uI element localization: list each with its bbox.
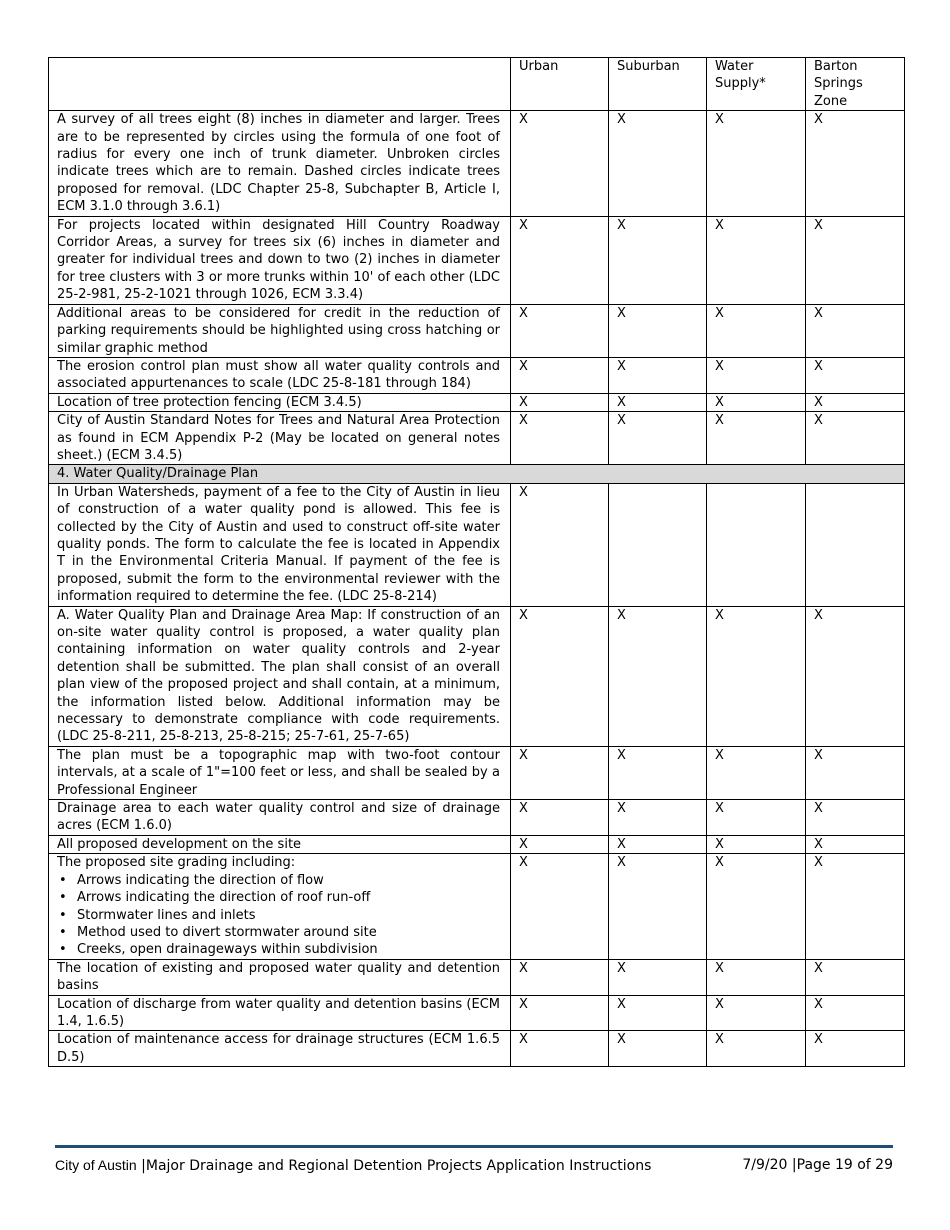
mark-urban: X	[511, 995, 609, 1031]
requirement-text: The erosion control plan must show all water quality controls and associated appurtenances to scale (LDC 25-8-181 through 184)	[57, 358, 500, 392]
bullet-item: • Method used to divert stormwater around site	[57, 924, 500, 941]
table-row	[49, 606, 905, 746]
bullet-item: • Arrows indicating the direction of roof run-off	[57, 889, 500, 906]
mark-suburban: X	[609, 995, 707, 1031]
mark-water-supply: X	[707, 111, 806, 216]
mark-urban: X	[511, 216, 609, 304]
table-row	[49, 357, 905, 393]
mark-water-supply	[707, 483, 806, 606]
table-row	[49, 412, 905, 465]
requirement-cell	[49, 412, 511, 465]
header-cell-water-supply: Water Supply*	[707, 58, 806, 111]
mark-urban: X	[511, 606, 609, 746]
mark-urban: X	[511, 1031, 609, 1067]
mark-urban: X	[511, 357, 609, 393]
mark-water-supply: X	[707, 216, 806, 304]
mark-urban: X	[511, 304, 609, 357]
mark-suburban: X	[609, 835, 707, 853]
requirement-cell	[49, 111, 511, 216]
requirement-text: A survey of all trees eight (8) inches in diameter and larger. Trees are to be represented by circles using the formula of one foot of radius for every one inch of trunk diameter. Unbroken circles indicate trees which are to remain. Dashed circles indicate trees proposed for removal. (LDC Chapter 25-8, Subchapter B, Article I, ECM 3.1.0 through 3.6.1)	[57, 112, 500, 215]
requirement-cell	[49, 304, 511, 357]
requirement-text: The proposed site grading including:	[57, 855, 296, 871]
table-row	[49, 393, 905, 411]
requirement-cell	[49, 216, 511, 304]
mark-water-supply: X	[707, 959, 806, 995]
mark-suburban: X	[609, 854, 707, 959]
mark-barton-springs: X	[806, 835, 905, 853]
mark-water-supply: X	[707, 412, 806, 465]
mark-urban: X	[511, 483, 609, 606]
requirements-table	[48, 57, 905, 1067]
mark-urban: X	[511, 835, 609, 853]
requirement-cell	[49, 835, 511, 853]
footer-left	[55, 1156, 651, 1175]
requirement-cell	[49, 800, 511, 836]
requirement-text: Additional areas to be considered for credit in the reduction of parking requirements should be highlighted using cross hatching or similar graphic method	[57, 305, 500, 356]
mark-urban: X	[511, 111, 609, 216]
mark-water-supply: X	[707, 746, 806, 799]
table-row	[49, 216, 905, 304]
mark-suburban: X	[609, 1031, 707, 1067]
mark-suburban: X	[609, 412, 707, 465]
mark-water-supply: X	[707, 800, 806, 836]
footer-rule	[55, 1145, 893, 1148]
requirement-text: The plan must be a topographic map with two-foot contour intervals, at a scale of 1"=100 feet or less, and shall be sealed by a Professional Engineer	[57, 747, 500, 798]
table-row	[49, 995, 905, 1031]
requirement-cell	[49, 746, 511, 799]
mark-barton-springs: X	[806, 357, 905, 393]
mark-water-supply: X	[707, 393, 806, 411]
mark-suburban: X	[609, 216, 707, 304]
mark-water-supply: X	[707, 1031, 806, 1067]
requirement-text: Drainage area to each water quality control and size of drainage acres (ECM 1.6.0)	[57, 801, 500, 834]
footer-page-number: Page 19 of 29	[796, 1157, 893, 1173]
table-row	[49, 111, 905, 216]
table-row	[49, 1031, 905, 1067]
mark-barton-springs: X	[806, 959, 905, 995]
bullet-item: • Creeks, open drainageways within subdivision	[57, 941, 500, 958]
mark-barton-springs: X	[806, 800, 905, 836]
requirement-text: Location of maintenance access for drainage structures (ECM 1.6.5 D.5)	[57, 1032, 500, 1065]
section-title: 4. Water Quality/Drainage Plan	[49, 465, 905, 483]
requirement-text: All proposed development on the site	[57, 836, 302, 852]
requirement-cell	[49, 854, 511, 959]
mark-barton-springs: X	[806, 995, 905, 1031]
table-row	[49, 304, 905, 357]
mark-barton-springs: X	[806, 606, 905, 746]
bullet-list	[57, 872, 500, 959]
footer-right	[742, 1156, 893, 1174]
header-cell-description	[49, 58, 511, 111]
mark-suburban: X	[609, 800, 707, 836]
table-row	[49, 835, 905, 853]
mark-urban: X	[511, 800, 609, 836]
requirement-cell	[49, 959, 511, 995]
mark-suburban: X	[609, 959, 707, 995]
mark-barton-springs: X	[806, 304, 905, 357]
mark-barton-springs: X	[806, 111, 905, 216]
mark-barton-springs: X	[806, 1031, 905, 1067]
mark-suburban: X	[609, 304, 707, 357]
requirement-cell	[49, 357, 511, 393]
mark-water-supply: X	[707, 995, 806, 1031]
requirement-text: Location of tree protection fencing (ECM 3.4.5)	[57, 394, 362, 410]
requirement-cell	[49, 393, 511, 411]
mark-barton-springs: X	[806, 412, 905, 465]
mark-barton-springs: X	[806, 854, 905, 959]
mark-barton-springs: X	[806, 393, 905, 411]
mark-water-supply: X	[707, 357, 806, 393]
requirement-text: The location of existing and proposed water quality and detention basins	[57, 960, 500, 994]
requirement-cell	[49, 483, 511, 606]
mark-suburban: X	[609, 357, 707, 393]
mark-urban: X	[511, 854, 609, 959]
requirement-text: Location of discharge from water quality and detention basins (ECM 1.4, 1.6.5)	[57, 996, 500, 1029]
mark-suburban: X	[609, 746, 707, 799]
mark-urban: X	[511, 393, 609, 411]
requirement-text: City of Austin Standard Notes for Trees and Natural Area Protection as found in ECM Appendix P-2 (May be located on general notes sheet.) (ECM 3.4.5)	[57, 413, 500, 463]
section-header-row	[49, 465, 905, 483]
mark-urban: X	[511, 959, 609, 995]
requirement-cell	[49, 606, 511, 746]
table-row	[49, 854, 905, 959]
mark-water-supply: X	[707, 835, 806, 853]
requirement-cell	[49, 1031, 511, 1067]
footer-separator-2: |	[791, 1157, 797, 1173]
bullet-item: • Arrows indicating the direction of flow	[57, 872, 500, 889]
table-row	[49, 959, 905, 995]
table-row	[49, 483, 905, 606]
table-header-row	[49, 58, 905, 111]
mark-barton-springs	[806, 483, 905, 606]
mark-barton-springs: X	[806, 746, 905, 799]
table-row	[49, 746, 905, 799]
footer-separator: |	[141, 1158, 146, 1174]
header-cell-urban: Urban	[511, 58, 609, 111]
requirement-text: A. Water Quality Plan and Drainage Area Map: If construction of an on-site water quality control is proposed, a water quality plan containing information on water quality controls and 2-year detention shall be submitted. The plan shall consist of an overall plan view of the proposed project and shall contain, at a minimum, the information listed below. Additional information may be necessary to demonstrate compliance with code requirements. (LDC 25-8-211, 25-8-213, 25-8-215; 25-7-61, 25-7-65)	[57, 607, 500, 745]
mark-urban: X	[511, 746, 609, 799]
mark-water-supply: X	[707, 854, 806, 959]
header-cell-suburban: Suburban	[609, 58, 707, 111]
footer-doc-title: Major Drainage and Regional Detention Projects Application Instructions	[145, 1158, 652, 1174]
header-cell-barton-springs-zone: Barton Springs Zone	[806, 58, 905, 111]
mark-water-supply: X	[707, 304, 806, 357]
requirement-cell	[49, 995, 511, 1031]
mark-suburban	[609, 483, 707, 606]
mark-suburban: X	[609, 393, 707, 411]
mark-suburban: X	[609, 111, 707, 216]
mark-water-supply: X	[707, 606, 806, 746]
footer-org: City of Austin	[55, 1157, 137, 1173]
requirement-text: For projects located within designated Hill Country Roadway Corridor Areas, a survey for trees six (6) inches in diameter and greater for individual trees and down to two (2) inches in diameter for tree clusters with 3 or more trunks within 10' of each other (LDC 25-2-981, 25-2-1021 through 1026, ECM 3.3.4)	[57, 217, 500, 303]
bullet-item: • Stormwater lines and inlets	[57, 907, 500, 924]
mark-suburban: X	[609, 606, 707, 746]
mark-barton-springs: X	[806, 216, 905, 304]
footer-date: 7/9/20	[742, 1157, 788, 1173]
mark-urban: X	[511, 412, 609, 465]
requirement-text: In Urban Watersheds, payment of a fee to the City of Austin in lieu of construction of a water quality pond is allowed. This fee is collected by the City of Austin and used to construct off-site water quality ponds. The form to calculate the fee is located in Appendix T in the Environmental Criteria Manual. If payment of the fee is proposed, submit the form to the environmental reviewer with the information required to determine the fee. (LDC 25-8-214)	[57, 484, 500, 605]
table-row	[49, 800, 905, 836]
